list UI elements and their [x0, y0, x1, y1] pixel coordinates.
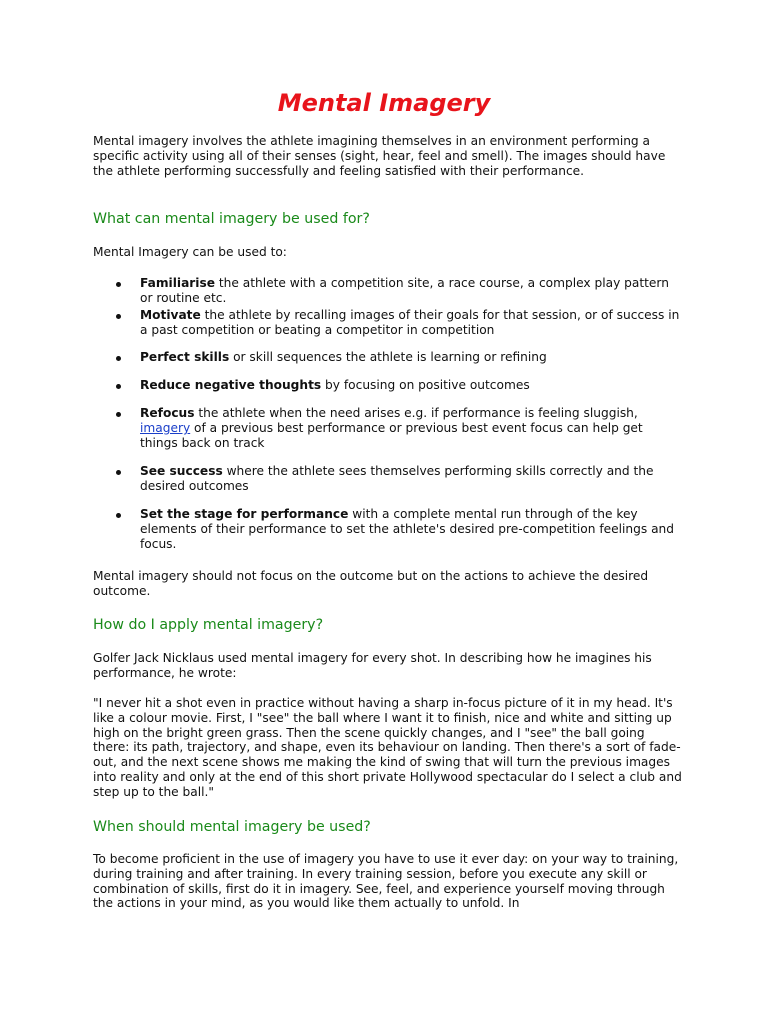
intro-paragraph: Mental imagery involves the athlete imagining themselves in an environment performing a specific activity using all of their senses (sight, hear, feel and smell). The images should have the athlete performing successfully and feeling satisfied with their performance.: [93, 134, 666, 178]
bullet-description: with a complete mental run through of the key elements of their performance to set the athlete's desired pre-competition feelings and focus.: [140, 507, 675, 552]
nicklaus-quote: "I never hit a shot even in practice without having a sharp in-focus picture of it in my head. It's like a colour movie. First, I "see" the ball where I want it to finish, nice and white and sitting up high on the bright green grass. Then the scene quickly changes, and I "see" the ball going there: its path, trajectory, and shape, even its behaviour on landing. Then there's a sort of fade-out, and the next scene shows me making the kind of swing that will turn the previous images into reality and only at the end of this short private Hollywood spectacular do I select a club and step up to the ball.": [93, 696, 682, 799]
bullet-icon: [116, 314, 121, 319]
uses-lead-text: Mental Imagery can be used to:: [93, 245, 287, 259]
bullet-icon: [116, 356, 121, 361]
bullet-term: Reduce negative thoughts: [140, 378, 322, 392]
bullet-icon: [116, 470, 121, 475]
bullet-icon: [116, 384, 121, 389]
apply-lead-paragraph: Golfer Jack Nicklaus used mental imagery for every shot. In describing how he imagines his performance, he wrote:: [93, 651, 652, 680]
bullet-description: the athlete when the need arises e.g. if performance is feeling sluggish,: [194, 406, 638, 420]
bullet-icon: [116, 412, 121, 417]
imagery-link[interactable]: imagery: [140, 421, 191, 436]
section-heading-when: When should mental imagery be used?: [93, 819, 371, 835]
bullet-description: the athlete by recalling images of their goals for that session, or of success in a past competition or beating a competitor in competition: [140, 308, 680, 338]
bullet-term: Refocus: [140, 406, 195, 420]
bullet-icon: [116, 282, 121, 287]
bullet-term: See success: [140, 464, 223, 478]
uses-closing-paragraph: Mental imagery should not focus on the outcome but on the actions to achieve the desired outcome.: [93, 569, 649, 598]
bullet-term: Set the stage for performance: [140, 507, 349, 521]
list-item: [116, 276, 684, 306]
bullet-description: the athlete with a competition site, a race course, a complex play pattern or routine etc.: [140, 276, 669, 306]
list-item: [116, 378, 684, 393]
list-item: [116, 406, 684, 452]
section-heading-uses: What can mental imagery be used for?: [93, 211, 370, 227]
bullet-description: by focusing on positive outcomes: [321, 378, 530, 392]
list-item: [116, 464, 684, 494]
when-paragraph: To become proficient in the use of imagery you have to use it ever day: on your way to training, during training and after training. In every training session, before you execute any skill or combination of skills, first do it in imagery. See, feel, and experience yourself moving through the actions in your mind, as you would like them actually to unfold. In: [93, 852, 679, 911]
list-item: [116, 350, 684, 365]
page-title: Mental Imagery: [277, 89, 491, 117]
bullet-term: Familiarise: [140, 276, 215, 290]
bullet-description: where the athlete sees themselves performing skills correctly and the desired outcomes: [140, 464, 654, 494]
section-heading-apply: How do I apply mental imagery?: [93, 617, 324, 633]
bullet-description: or skill sequences the athlete is learning or refining: [229, 350, 547, 364]
list-item: [116, 507, 684, 553]
bullet-description-continued: of a previous best performance or previous best event focus can help get things back on track: [140, 421, 643, 451]
bullet-term: Perfect skills: [140, 350, 230, 364]
bullet-term: Motivate: [140, 308, 201, 322]
list-item: [116, 308, 684, 338]
bullet-icon: [116, 513, 121, 518]
